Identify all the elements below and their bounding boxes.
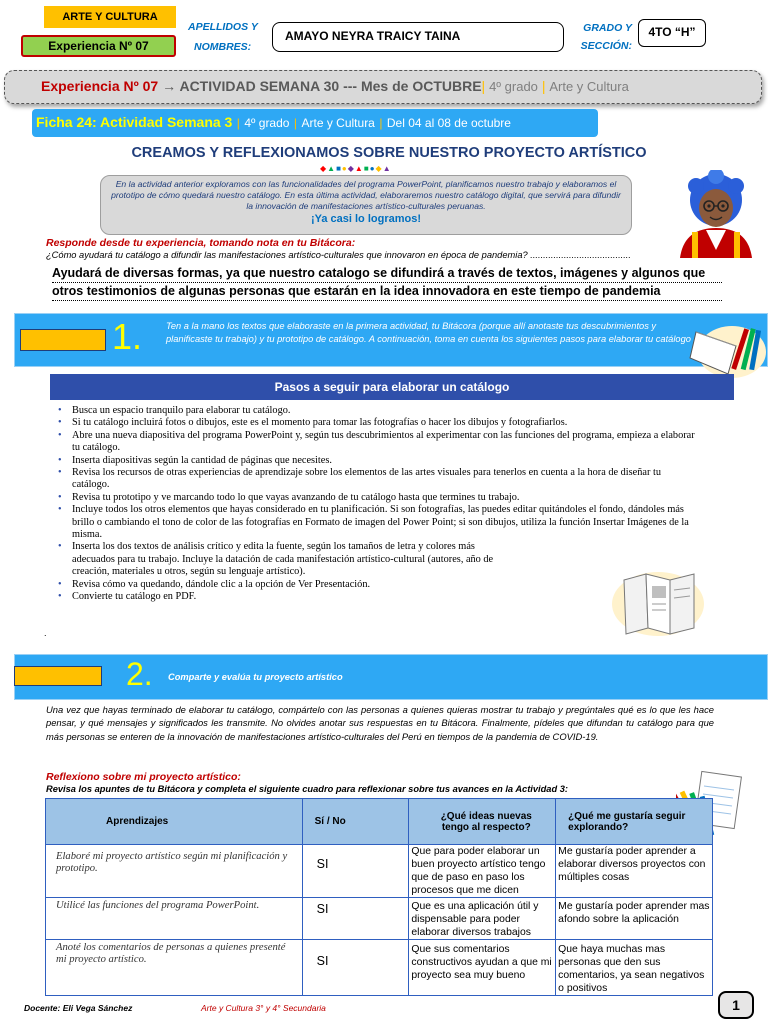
intro-highlight: ¡Ya casi lo logramos!: [310, 213, 422, 225]
intro-box: [100, 175, 632, 235]
ficha-banner: [32, 109, 598, 137]
cell-aprendizaje: Utilicé las funciones del programa PowerPoint.: [46, 898, 303, 940]
list-item: • Incluye todos los otros elementos que hayas considerado en tu planificación. Si son fotografías, las puedes editar quitándoles el fondo, dándoles más brillo o cambiando el tono de color de las fotografías en Formato de imagen del Power Point; si son dibujos, utiliza la función Insertar Imágenes de la misma.: [58, 504, 698, 541]
banner-month: Mes de OCTUBRE: [360, 78, 482, 94]
footer-area: Arte y Cultura 3° y 4° Secundaria: [201, 1003, 326, 1013]
names-label: [188, 19, 258, 55]
question-text: ¿Cómo ayudará tu catálogo a difundir las manifestaciones artístico-culturales que innovaron en época de pandemia? .......................................: [46, 250, 631, 260]
table-row: [46, 940, 713, 996]
grade-label: [578, 20, 632, 54]
footer-teacher: Docente: Eli Vega Sánchez: [24, 1003, 133, 1013]
table-header-row: [46, 799, 713, 845]
cell-si-no[interactable]: SI: [302, 940, 409, 996]
ficha-dates: Del 04 al 08 de octubre: [386, 116, 511, 130]
grade-label-line1: GRADO Y: [583, 22, 632, 34]
steps-list: [58, 405, 698, 604]
stray-mark: .: [44, 628, 47, 638]
list-item: • Abre una nueva diapositiva del programa PowerPoint y, según tus descubrimientos al experimentar con las funciones del programa, empieza a elaborar tu catálogo.: [58, 430, 698, 455]
banner-activity: ACTIVIDAD SEMANA 30: [179, 78, 340, 94]
brochure-icon: [610, 566, 706, 638]
steps-header: Pasos a seguir para elaborar un catálogo: [50, 374, 734, 400]
header-explorar: ¿Qué me gustaría seguir explorando?: [556, 799, 713, 845]
student-name-field[interactable]: AMAYO NEYRA TRAICY TAINA: [272, 22, 564, 52]
list-item: • Busca un espacio tranquilo para elaborar tu catálogo.: [58, 405, 698, 417]
reflection-table: [45, 798, 713, 996]
student-illustration: [670, 170, 762, 260]
names-label-line2: NOMBRES:: [194, 41, 252, 53]
cell-explorar[interactable]: Que haya muchas mas personas que den sus comentarios, ya sean negativos o positivos: [556, 940, 713, 996]
ficha-area: Arte y Cultura: [301, 116, 375, 130]
page-title: CREAMOS Y REFLEXIONAMOS SOBRE NUESTRO PROYECTO ARTÍSTICO: [131, 145, 647, 161]
question-prompt: Responde desde tu experiencia, tomando nota en tu Bitácora:: [46, 237, 356, 249]
page-number: 1: [718, 991, 754, 1019]
header-si-no: Sí / No: [302, 799, 409, 845]
notebook-pencils-icon: [688, 318, 768, 380]
arrow-icon: →: [162, 78, 177, 94]
divider: |: [541, 78, 546, 94]
ficha-grade: 4º grado: [244, 116, 290, 130]
step-1-number: 1.: [112, 316, 143, 357]
step-2-text: Comparte y evalúa tu proyecto artístico: [168, 672, 343, 682]
divider: |: [236, 116, 240, 130]
header-aprendizajes: Aprendizajes: [46, 799, 303, 845]
names-label-line1: APELLIDOS Y: [188, 21, 258, 33]
list-item: • Revisa los recursos de otras experiencias de aprendizaje sobre los elementos de las artes visuales para tenerlos en cuenta a la hora de diseñar tu catálogo.: [58, 467, 698, 492]
banner-dashes: ---: [343, 78, 358, 94]
activity-banner: [4, 70, 762, 104]
list-item: • Revisa tu prototipo y ve marcando todo lo que vayas avanzando de tu catálogo hasta que termines tu trabajo.: [58, 492, 698, 504]
list-item: • Inserta diapositivas según la cantidad de páginas que necesites.: [58, 455, 698, 467]
experience-tag: Experiencia Nº 07: [21, 35, 176, 57]
banner-area: Arte y Cultura: [549, 79, 629, 94]
table-row: [46, 845, 713, 898]
grade-section-field[interactable]: 4TO “H”: [638, 19, 706, 47]
cell-ideas[interactable]: Que sus comentarios constructivos ayudan a que mi proyecto sea muy bueno: [409, 940, 556, 996]
answer-line-1[interactable]: Ayudará de diversas formas, ya que nuestro catalogo se difundirá a través de textos, imágenes y algunos que: [52, 264, 722, 283]
area-tag: ARTE Y CULTURA: [44, 6, 176, 28]
list-item: • Inserta los dos textos de análisis crítico y edita la fuente, según los tamaños de letra y colores más adecuados para tu trabajo. Incluye la datación de cada manifestación artístico-cultural (autores, año de creación, materiales u otros, según su lenguaje artístico).: [58, 541, 698, 578]
grade-label-line2: SECCIÓN:: [580, 40, 632, 52]
step-1-text: Ten a la mano los textos que elaboraste en la primera actividad, tu Bitácora (porque allí anotaste tus descubrimientos y planificaste tu trabajo) y tu prototipo de catálogo. A continuación, toma en cuenta los siguientes pasos para elaborar tu catálogo: [166, 321, 691, 344]
cell-si-no[interactable]: SI: [302, 898, 409, 940]
header-ideas: ¿Qué ideas nuevas tengo al respecto?: [409, 799, 556, 845]
share-paragraph: Una vez que hayas terminado de elaborar tu catálogo, compártelo con las personas a quienes quieras mostrar tu trabajo y pregúntales qué es lo que les hace pensar, y qué mensajes y significados les transmite. No olvides anotar sus respuestas en tu Bitácora. Finalmente, pídeles que difundan tu catálogo para que más personas se enteren de la innovación de manifestaciones artístico-culturales del Perú en tiempos de la pandemia de COVID-19.: [46, 704, 714, 742]
table-row: [46, 898, 713, 940]
cell-aprendizaje: Anoté los comentarios de personas a quienes presenté mi proyecto artístico.: [46, 940, 303, 996]
cell-explorar[interactable]: Me gustaría poder aprender a elaborar diversos proyectos con múltiples cosas: [556, 845, 713, 898]
cell-si-no[interactable]: SI: [302, 845, 409, 898]
step-2-number: 2.: [126, 656, 153, 692]
reflection-subtitle: Revisa los apuntes de tu Bitácora y completa el siguiente cuadro para reflexionar sobre tus avances en la Actividad 3:: [46, 784, 569, 794]
cell-ideas[interactable]: Que es una aplicación útil y dispensable para poder elaborar diversos trabajos: [409, 898, 556, 940]
list-item: • Convierte tu catálogo en PDF.: [58, 591, 698, 603]
cell-ideas[interactable]: Que para poder elaborar un buen proyecto artístico tengo que de paso en paso los procesos que me dicen: [409, 845, 556, 898]
banner-experience: Experiencia Nº 07: [41, 78, 159, 94]
intro-text: En la actividad anterior exploramos con las funcionalidades del programa PowerPoint, planificamos nuestro trabajo y elaboramos el prototipo de cómo quedará nuestro catálogo. En esta última actividad, elaboraremos nuestro catálogo digital, que servirá para difundir la innovación de manifestaciones artístico-culturales peruanas.: [111, 179, 621, 211]
step-1-marker: [20, 329, 106, 351]
step-2-marker: [14, 666, 102, 686]
list-item: • Revisa cómo va quedando, dándole clic a la opción de Ver Presentación.: [58, 579, 698, 591]
ficha-title: Ficha 24: Actividad Semana 3: [36, 114, 233, 130]
decorative-shapes-icon: ◆▲■●◆▲■●◆▲: [320, 164, 392, 173]
reflection-title: Reflexiono sobre mi proyecto artístico:: [46, 771, 241, 783]
divider: |: [379, 116, 383, 130]
divider: |: [293, 116, 298, 130]
divider: |: [481, 78, 486, 94]
cell-explorar[interactable]: Me gustaría poder aprender mas afondo sobre la aplicación: [556, 898, 713, 940]
list-item: • Si tu catálogo incluirá fotos o dibujos, este es el momento para tomar las fotografías o hacer los dibujos y fotografiarlos.: [58, 417, 698, 429]
banner-grade: 4º grado: [489, 79, 538, 94]
answer-line-2[interactable]: otros testimonios de algunas personas que estarán en la idea innovadora en este tiempo de pandemia: [52, 282, 722, 301]
cell-aprendizaje: Elaboré mi proyecto artístico según mi planificación y prototipo.: [46, 845, 303, 898]
